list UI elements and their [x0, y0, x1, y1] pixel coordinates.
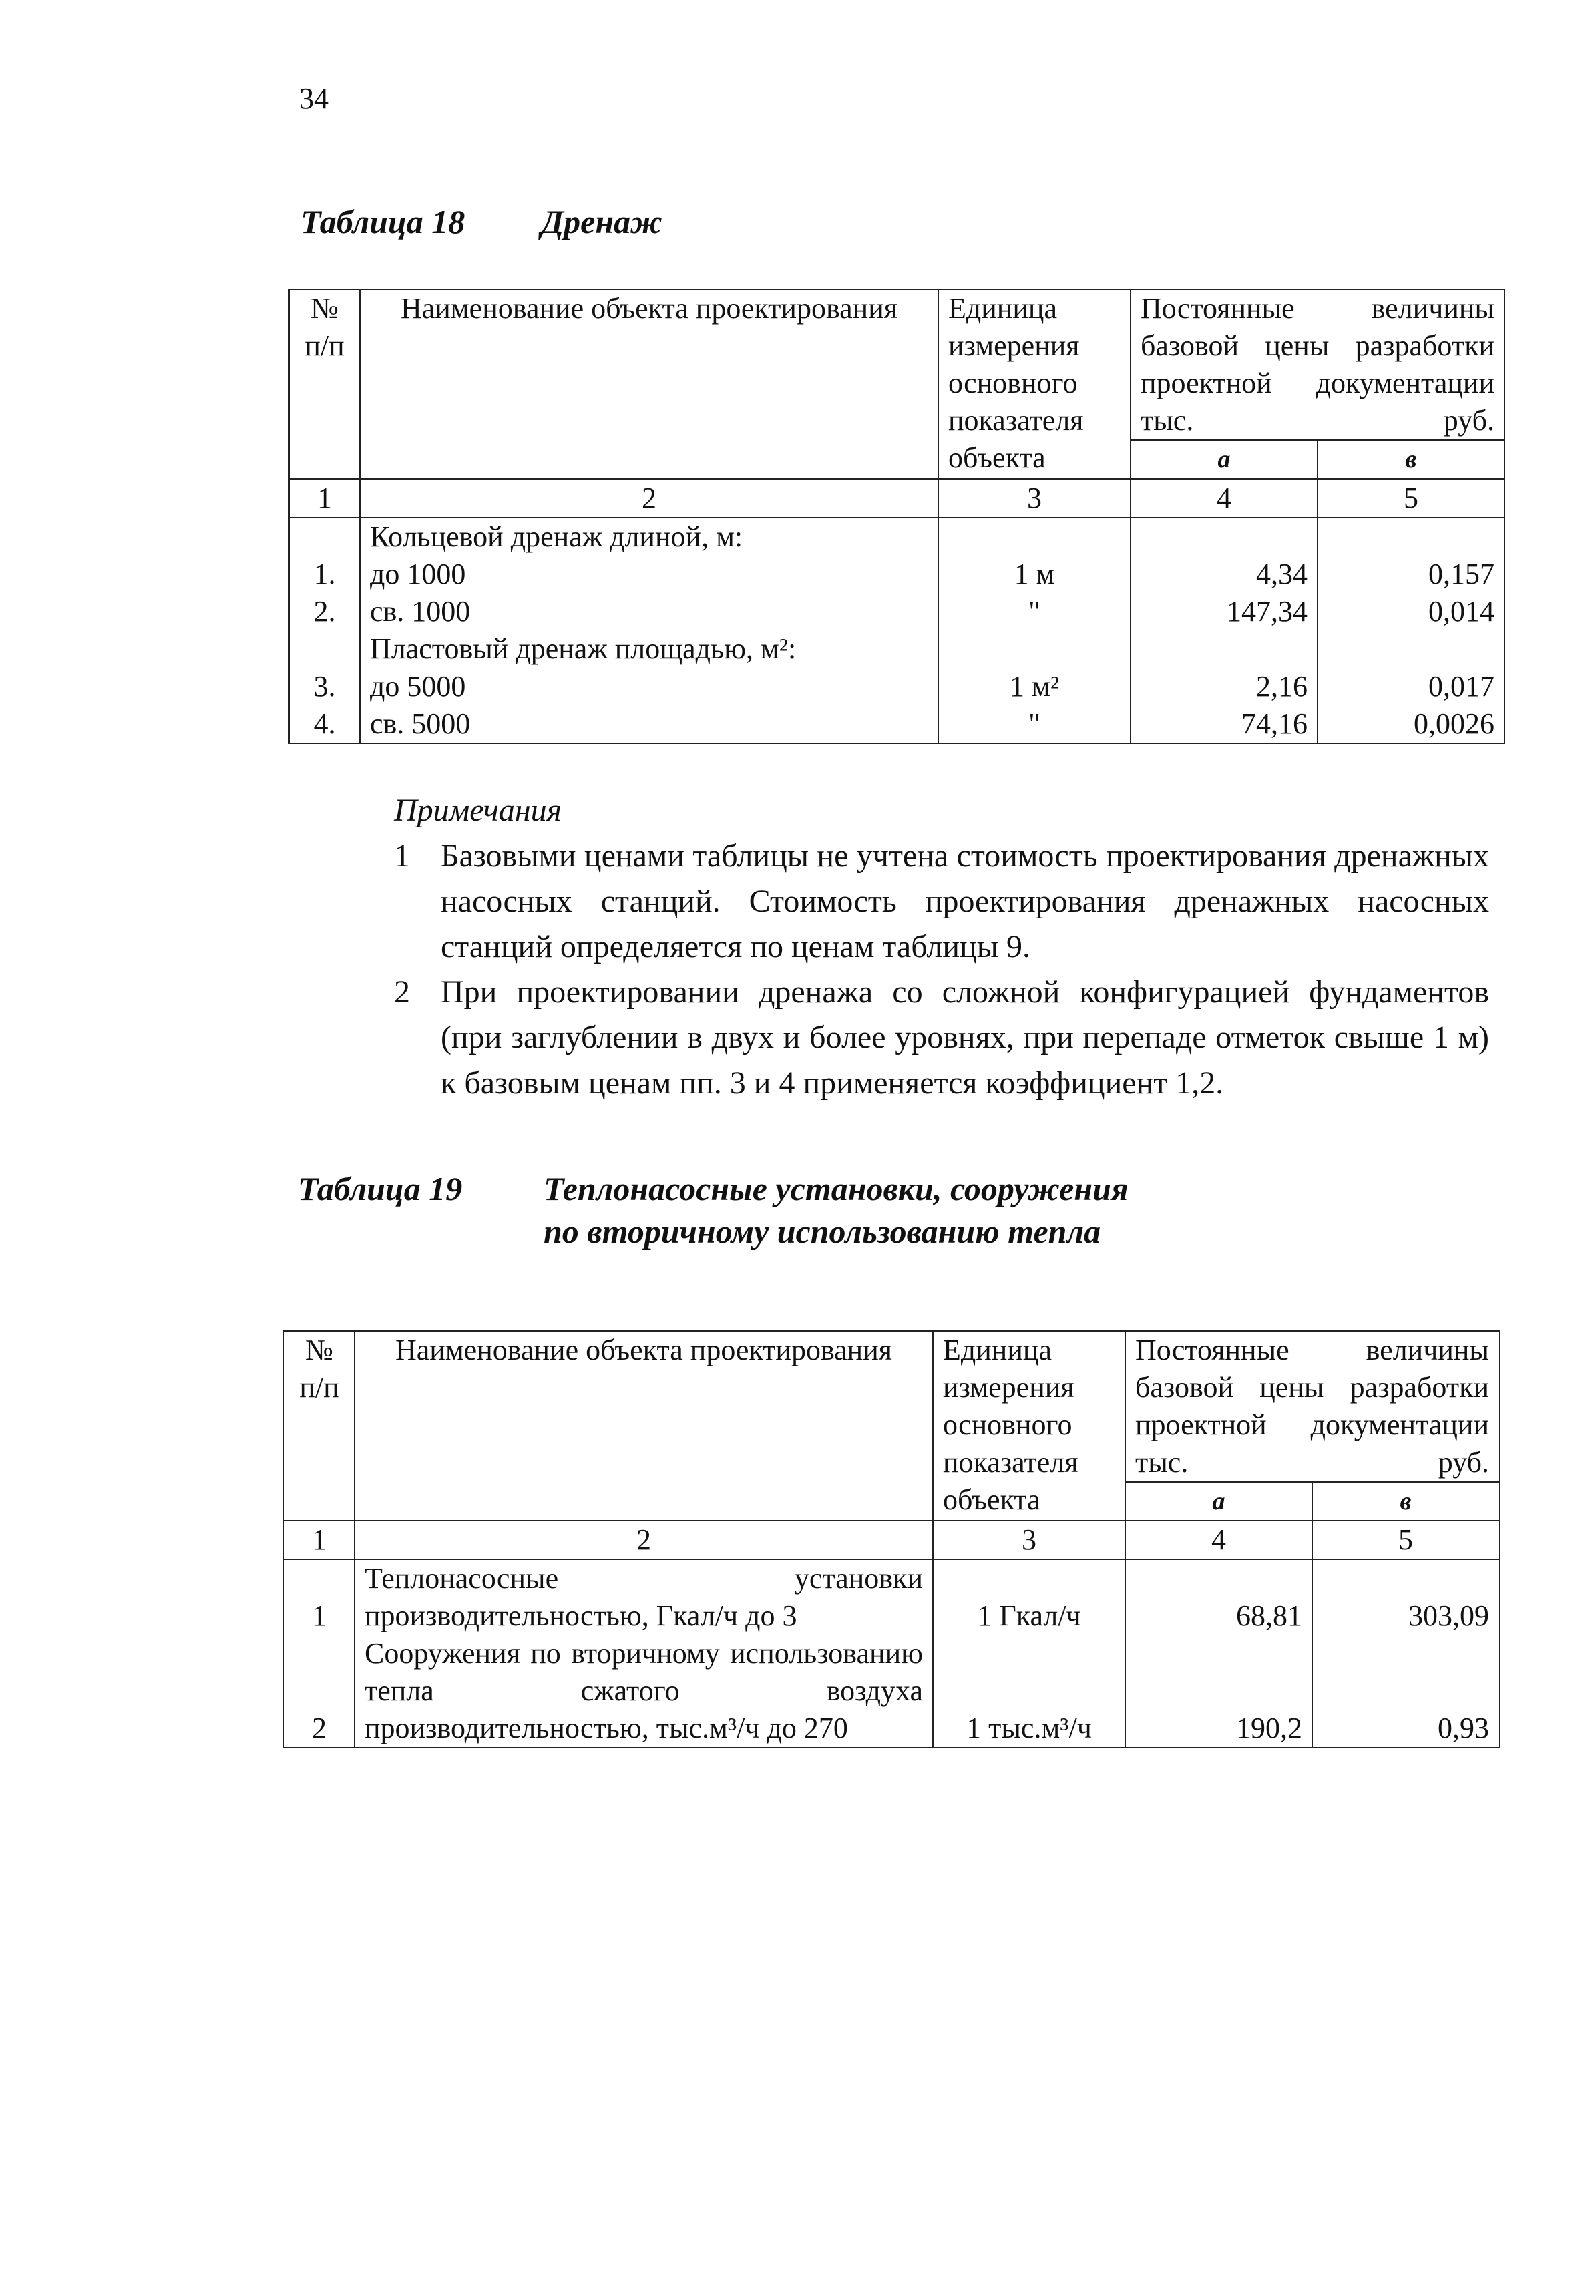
table18: [288, 289, 1505, 744]
row-name: Сооружения по вторичному использованию тепла сжатого воздуха производительностью, тыс.м³/ч до 270: [355, 1635, 933, 1748]
table-row: [289, 556, 1505, 593]
row-num: 4.: [289, 705, 360, 743]
table18-header-num: № п/п: [289, 289, 360, 479]
note-number: 2: [394, 974, 410, 1010]
table19-colnum: 1: [284, 1521, 355, 1559]
table18-colnum: 1: [289, 479, 360, 518]
row-b: 0,157: [1318, 556, 1505, 593]
row-name: св. 1000: [360, 593, 938, 630]
table-row: [284, 1635, 1499, 1748]
note-text: При проектировании дренажа со сложной конфигурацией фундаментов (при заглублении в двух и более уровнях, при перепаде отметок свыше 1 м) к базовым ценам пп. 3 и 4 применяется коэффициент 1,2.: [441, 974, 1489, 1101]
row-unit: 1 Гкал/ч: [933, 1559, 1125, 1635]
table19-colnum: 2: [355, 1521, 933, 1559]
table18-caption-title: Дренаж: [541, 203, 662, 240]
table18-header-b: в: [1318, 440, 1505, 479]
row-a: 190,2: [1125, 1635, 1312, 1748]
table19-header-const: Постоянные величины базовой цены разработки проектной документации тыс. руб.: [1125, 1331, 1499, 1482]
row-name: Теплонасосные установки производительностью, Гкал/ч до 3: [355, 1559, 933, 1635]
row-unit: ": [938, 593, 1131, 630]
row-name: Пластовый дренаж площадью, м²:: [360, 630, 938, 668]
table-row: [289, 593, 1505, 630]
table-row: [289, 518, 1505, 556]
table19-header-unit: Единица измерения основного показателя объекта: [933, 1331, 1125, 1521]
row-b: 0,017: [1318, 668, 1505, 705]
table-row: [289, 705, 1505, 743]
table19-caption: [298, 1167, 1300, 1250]
row-b: 0,0026: [1318, 705, 1505, 743]
note-text: Базовыми ценами таблицы не учтена стоимость проектирования дренажных насосных станций. Стоимость проектирования дренажных насосных станций определяется по ценам таблицы 9.: [441, 838, 1489, 964]
table18-header-a: а: [1131, 440, 1318, 479]
table19-header-b: в: [1312, 1482, 1499, 1521]
table19-header-name: Наименование объекта проектирования: [355, 1331, 933, 1521]
note-number: 1: [394, 838, 410, 874]
row-name: св. 5000: [360, 705, 938, 743]
row-num: 2.: [289, 593, 360, 630]
table19: [283, 1330, 1500, 1748]
row-a: 68,81: [1125, 1559, 1312, 1635]
row-a: 2,16: [1131, 668, 1318, 705]
table-row: [289, 668, 1505, 705]
row-unit: [938, 630, 1131, 668]
notes-block: [394, 788, 1489, 1106]
row-num: 1.: [289, 556, 360, 593]
row-b: 0,014: [1318, 593, 1505, 630]
table19-caption-title-line1: Теплонасосные установки, сооружения: [544, 1170, 1129, 1207]
table18-colnum: 5: [1318, 479, 1505, 518]
row-unit: ": [938, 705, 1131, 743]
table19-caption-title-line2: по вторичному использованию тепла: [544, 1213, 1101, 1250]
note-item: [394, 970, 1489, 1106]
row-a: 4,34: [1131, 556, 1318, 593]
row-num: 2: [284, 1635, 355, 1748]
table18-header-name: Наименование объекта проектирования: [360, 289, 938, 479]
table19-colnum: 4: [1125, 1521, 1312, 1559]
row-b: 303,09: [1312, 1559, 1499, 1635]
table19-header-num: № п/п: [284, 1331, 355, 1521]
row-num: 1: [284, 1559, 355, 1635]
note-item: [394, 833, 1489, 970]
row-b: [1318, 518, 1505, 556]
row-a: [1131, 630, 1318, 668]
row-unit: 1 м: [938, 556, 1131, 593]
table18-caption-number: Таблица 18: [301, 203, 465, 240]
row-a: 74,16: [1131, 705, 1318, 743]
page-number: 34: [299, 82, 329, 115]
row-a: [1131, 518, 1318, 556]
row-a: 147,34: [1131, 593, 1318, 630]
row-name: Кольцевой дренаж длиной, м:: [360, 518, 938, 556]
row-num: [289, 630, 360, 668]
table19-colnum: 5: [1312, 1521, 1499, 1559]
row-name: до 1000: [360, 556, 938, 593]
table19-caption-number: Таблица 19: [298, 1170, 463, 1207]
table-row: [284, 1559, 1499, 1635]
table18-colnum: 3: [938, 479, 1131, 518]
row-num: 3.: [289, 668, 360, 705]
row-b: [1318, 630, 1505, 668]
table18-colnum: 2: [360, 479, 938, 518]
row-name: до 5000: [360, 668, 938, 705]
row-unit: 1 м²: [938, 668, 1131, 705]
row-unit: [938, 518, 1131, 556]
table18-caption: [301, 200, 768, 243]
table-row: [289, 630, 1505, 668]
notes-heading: Примечания: [394, 793, 562, 828]
table18-colnum: 4: [1131, 479, 1318, 518]
row-unit: 1 тыс.м³/ч: [933, 1635, 1125, 1748]
row-b: 0,93: [1312, 1635, 1499, 1748]
table19-header-a: а: [1125, 1482, 1312, 1521]
table18-header-const: Постоянные величины базовой цены разработки проектной документации тыс. руб.: [1131, 289, 1505, 440]
row-num: [289, 518, 360, 556]
table18-header-unit: Единица измерения основного показателя объекта: [938, 289, 1131, 479]
table19-colnum: 3: [933, 1521, 1125, 1559]
